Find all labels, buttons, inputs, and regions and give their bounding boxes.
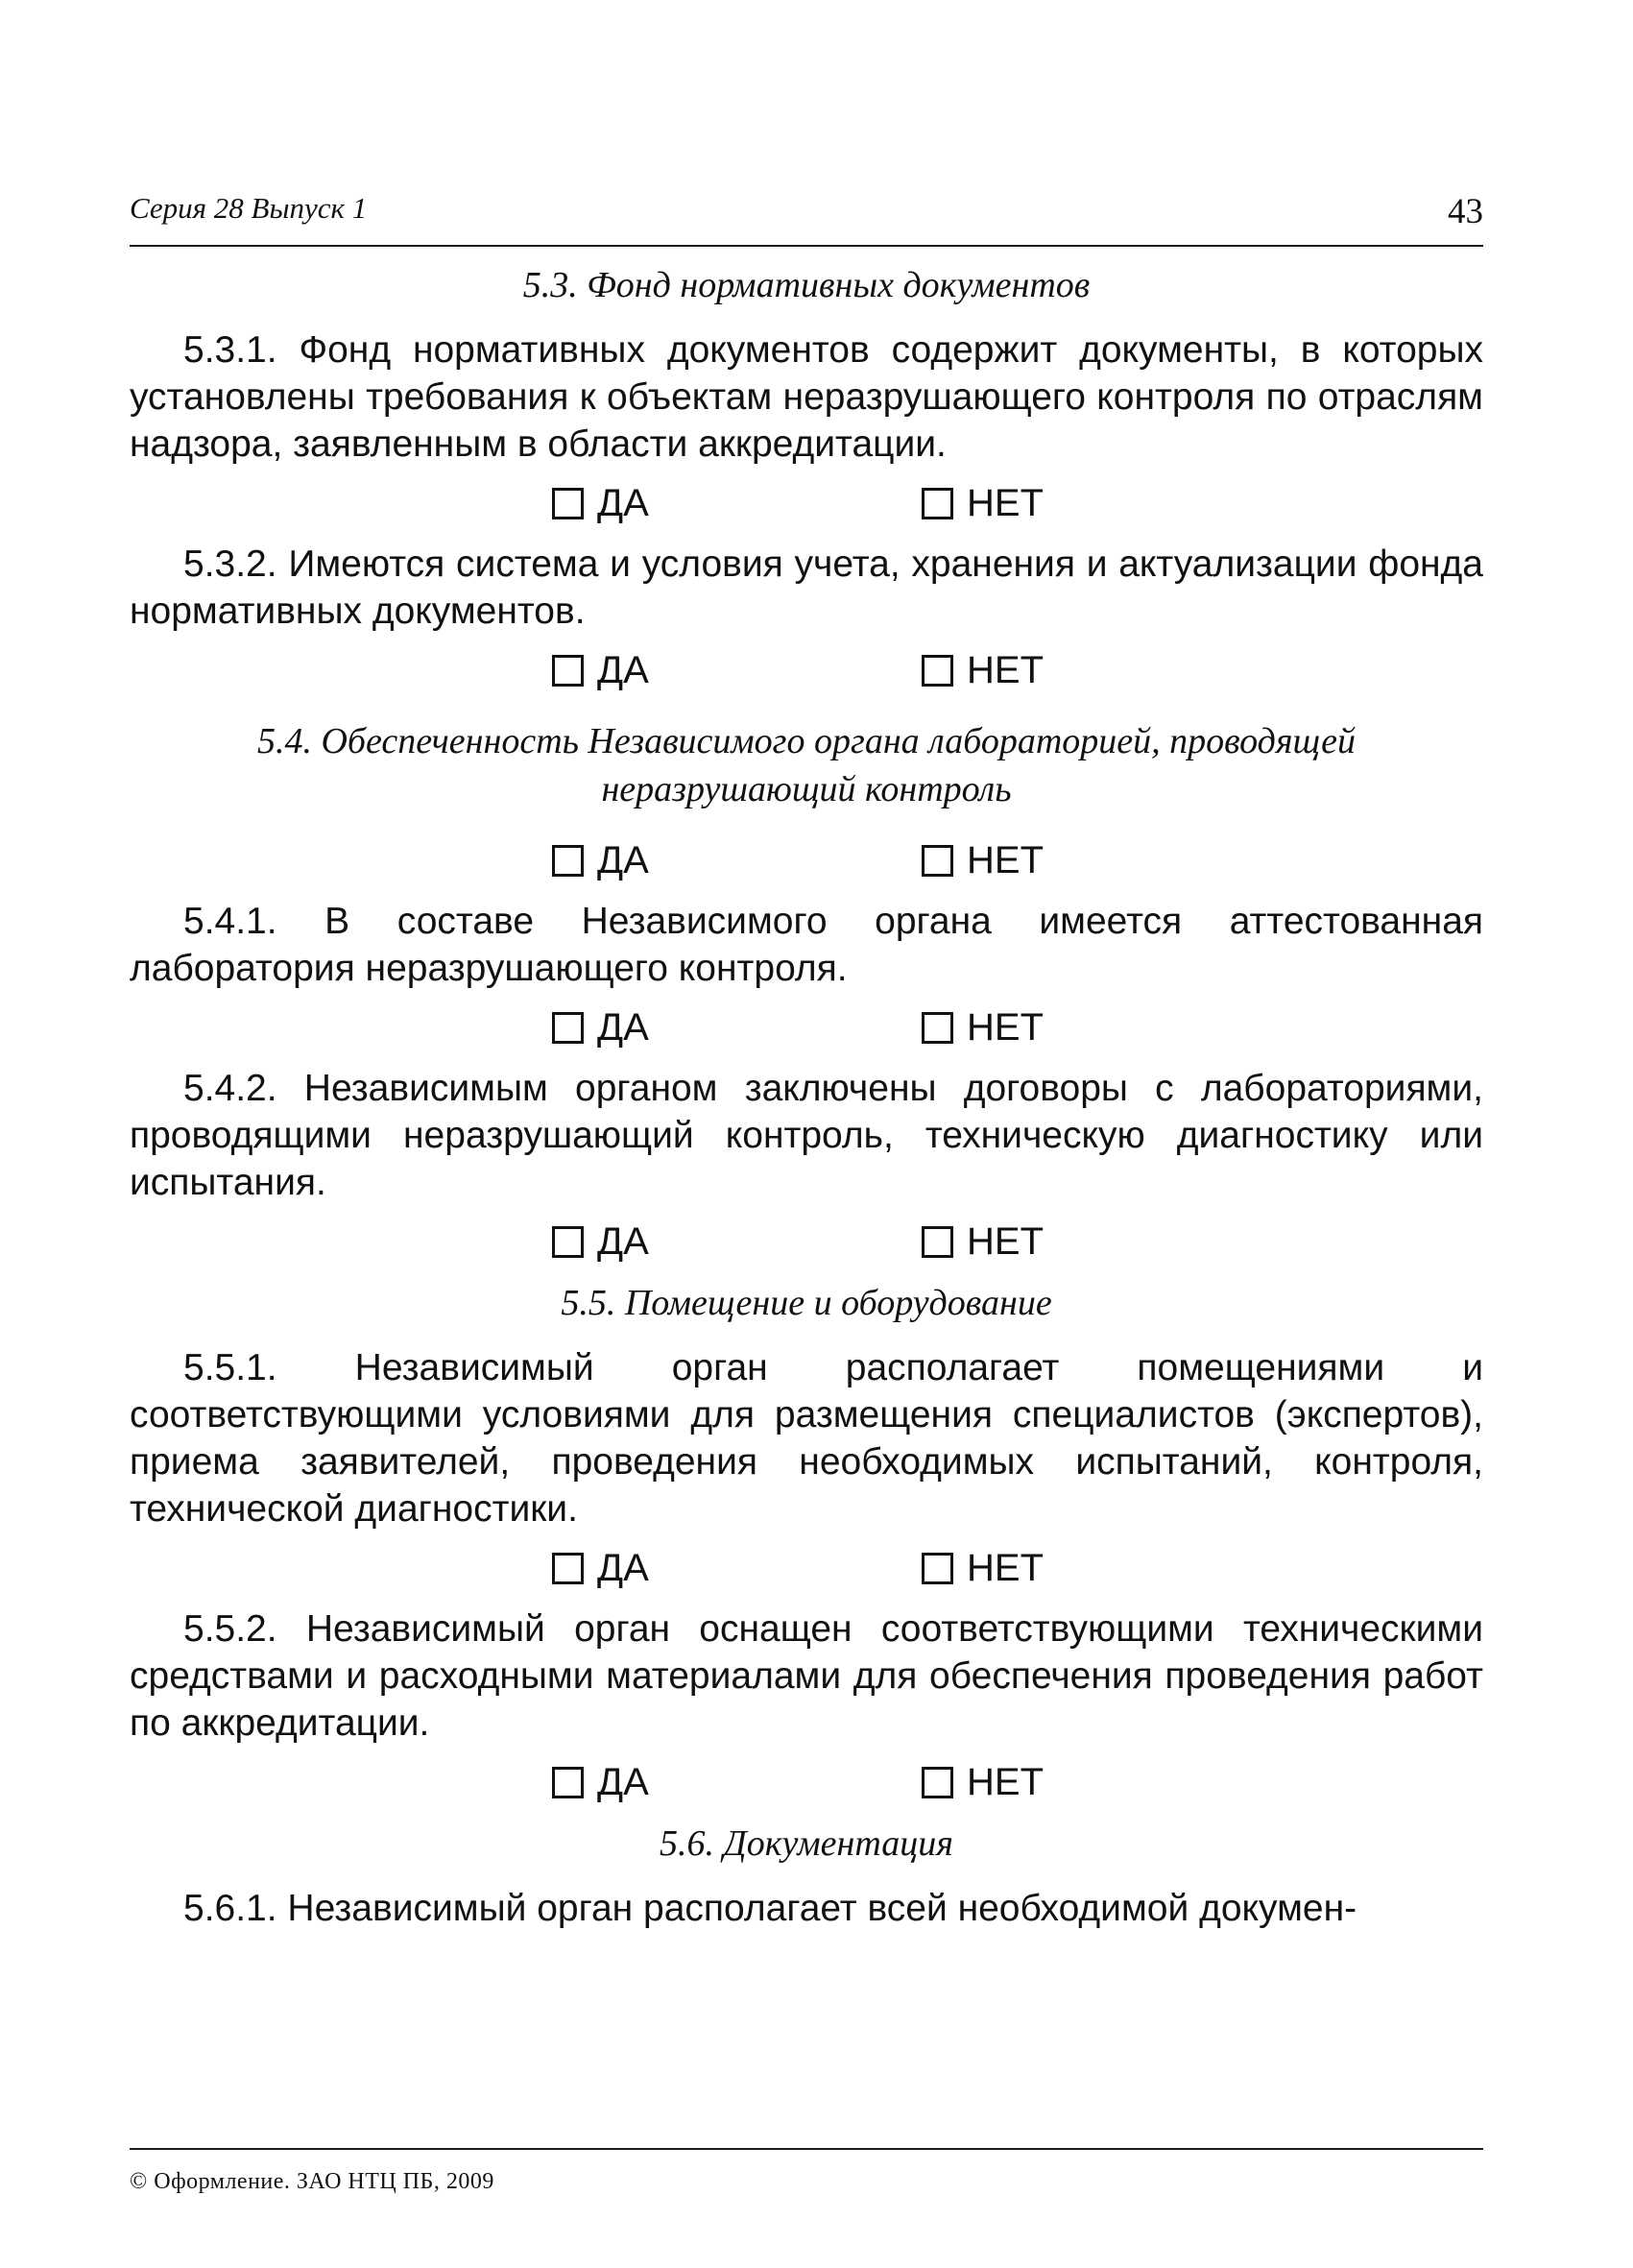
- no-label: НЕТ: [967, 1005, 1044, 1049]
- yes-label: ДА: [597, 1005, 649, 1049]
- paragraph-5-3-2: 5.3.2. Имеются система и условия учета, хранения и актуализации фонда нормативных документов.: [130, 543, 1483, 632]
- page-footer: [130, 2148, 1483, 2195]
- yes-label: ДА: [597, 481, 649, 524]
- paragraph-5-3-1: 5.3.1. Фонд нормативных документов содержит документы, в которых установлены требования к объектам неразрушающего контроля по отраслям надзора, заявленным в области аккредитации.: [130, 329, 1483, 465]
- checkbox-icon: [552, 845, 584, 877]
- checkbox-icon: [922, 488, 953, 519]
- checkbox-icon: [552, 1012, 584, 1044]
- checkbox-icon: [552, 655, 584, 687]
- no-checkbox[interactable]: [922, 831, 1044, 890]
- checkbox-icon: [922, 845, 953, 877]
- checkbox-icon: [552, 1226, 584, 1258]
- no-checkbox[interactable]: [922, 1752, 1044, 1812]
- answer-row-5-5-1: [130, 1538, 1483, 1598]
- checkbox-icon: [922, 1767, 953, 1798]
- series-label: Серия 28 Выпуск 1: [130, 191, 368, 225]
- paragraph-5-6-1: 5.6.1. Независимый орган располагает всей необходимой докумен-: [183, 1888, 1357, 1929]
- yes-label: ДА: [597, 648, 649, 691]
- no-checkbox[interactable]: [922, 1212, 1044, 1271]
- no-label: НЕТ: [967, 1219, 1044, 1263]
- checkbox-icon: [552, 1767, 584, 1798]
- yes-checkbox[interactable]: [552, 1752, 649, 1812]
- yes-checkbox[interactable]: [552, 473, 649, 533]
- no-checkbox[interactable]: [922, 473, 1044, 533]
- section-title-5-4: 5.4. Обеспеченность Независимого органа лабораторией, проводящей неразрушающий контроль: [256, 721, 1357, 809]
- yes-checkbox[interactable]: [552, 998, 649, 1057]
- no-label: НЕТ: [967, 481, 1044, 524]
- answer-row-5-3-1: [130, 473, 1483, 533]
- no-checkbox[interactable]: [922, 1538, 1044, 1598]
- checkbox-icon: [552, 488, 584, 519]
- page-number: 43: [1448, 192, 1483, 231]
- no-checkbox[interactable]: [922, 640, 1044, 700]
- checkbox-icon: [922, 1012, 953, 1044]
- no-label: НЕТ: [967, 838, 1044, 881]
- checkbox-icon: [922, 1553, 953, 1584]
- yes-label: ДА: [597, 838, 649, 881]
- yes-label: ДА: [597, 1219, 649, 1263]
- checkbox-icon: [922, 1226, 953, 1258]
- answer-row-5-4-1: [130, 998, 1483, 1057]
- section-title-5-5: 5.5. Помещение и оборудование: [561, 1283, 1052, 1323]
- answer-row-5-4: [130, 831, 1483, 890]
- paragraph-5-4-2: 5.4.2. Независимым органом заключены договоры с лабораториями, проводящими неразрушающий контроль, техническую диагностику или испытания.: [130, 1068, 1483, 1203]
- no-label: НЕТ: [967, 648, 1044, 691]
- page-content: [130, 257, 1483, 1932]
- answer-row-5-4-2: [130, 1212, 1483, 1271]
- copyright-text: © Оформление. ЗАО НТЦ ПБ, 2009: [130, 2169, 494, 2194]
- yes-checkbox[interactable]: [552, 831, 649, 890]
- answer-row-5-3-2: [130, 640, 1483, 700]
- no-label: НЕТ: [967, 1546, 1044, 1589]
- section-title-5-6: 5.6. Документация: [660, 1823, 953, 1864]
- answer-row-5-5-2: [130, 1752, 1483, 1812]
- yes-checkbox[interactable]: [552, 1212, 649, 1271]
- page-header: [130, 187, 1483, 247]
- yes-checkbox[interactable]: [552, 640, 649, 700]
- checkbox-icon: [552, 1553, 584, 1584]
- paragraph-5-5-1: 5.5.1. Независимый орган располагает помещениями и соответствующими условиями для размещения специалистов (экспертов), приема заявителей, проведения необходимых испытаний, контроля, технической диагностики.: [130, 1347, 1483, 1530]
- no-label: НЕТ: [967, 1760, 1044, 1803]
- yes-checkbox[interactable]: [552, 1538, 649, 1598]
- paragraph-5-4-1: 5.4.1. В составе Независимого органа имеется аттестованная лаборатория неразрушающего контроля.: [130, 901, 1483, 989]
- checkbox-icon: [922, 655, 953, 687]
- yes-label: ДА: [597, 1546, 649, 1589]
- paragraph-5-5-2: 5.5.2. Независимый орган оснащен соответствующими техническими средствами и расходными материалами для обеспечения проведения работ по аккредитации.: [130, 1608, 1483, 1744]
- yes-label: ДА: [597, 1760, 649, 1803]
- no-checkbox[interactable]: [922, 998, 1044, 1057]
- section-title-5-3: 5.3. Фонд нормативных документов: [522, 265, 1091, 305]
